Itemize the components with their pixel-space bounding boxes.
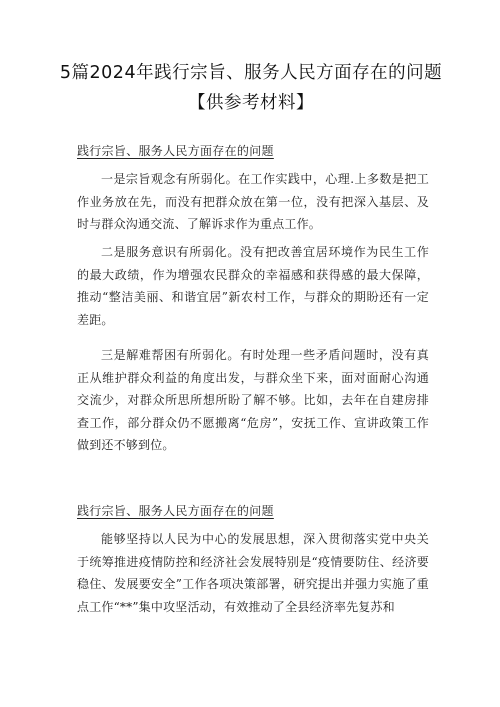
- section-1-paragraph-2: 二是服务意识有所弱化。没有把改善宜居环境作为民生工作的最大政绩，作为增强农民群众的幸福感和获得感的最大保障，推动“整洁美丽、和谐宜居”新农村工作，与群众的期盼还有一定差距。: [77, 245, 429, 327]
- section-1-paragraph-3: 三是解难帮困有所弱化。有时处理一些矛盾问题时，没有真正从维护群众利益的角度出发，与群众坐下来，面对面耐心沟通交流少，对群众所思所想所盼了解不够。比如，去年在自建房排查工作，部分群众仍不愿搬离“危房”，安抚工作、宣讲政策工作做到还不够到位。: [77, 348, 429, 452]
- section-heading-1: 践行宗旨、服务人民方面存在的问题: [77, 144, 274, 158]
- document-title: 5篇2024年践行宗旨、服务人民方面存在的问题【供参考材料】: [59, 63, 443, 113]
- section-2-paragraph-1: 能够坚持以人民为中心的发展思想，深入贯彻落实党中央关于统筹推进疫情防控和经济社会发展特别是“疫情要防住、经济要稳住、发展要安全”工作各项决策部署，研究提出并强力实施了重点工作“**”集中攻坚活动，有效推动了全县经济率先复苏和: [77, 532, 429, 614]
- section-heading-2: 践行宗旨、服务人民方面存在的问题: [77, 504, 274, 518]
- section-1-paragraph-1: 一是宗旨观念有所弱化。在工作实践中，心理.上多数是把工作业务放在先，而没有把群众放在第一位，没有把深入基层、及时与群众沟通交流、了解诉求作为重点工作。: [77, 172, 429, 231]
